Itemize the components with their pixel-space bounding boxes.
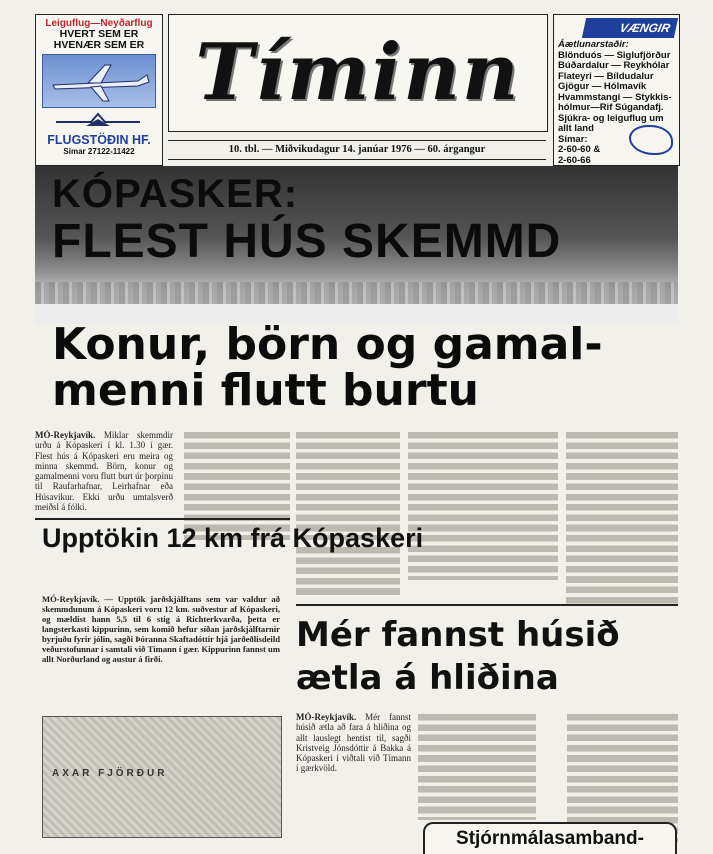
vaengir-logo: VÆNGIR (582, 18, 678, 38)
ad-right-line: allt land (558, 123, 594, 134)
article-lead: MÓ-Reykjavík. (35, 430, 96, 440)
side-story-body: MÓ-Reykjavík. — Upptök jarðskjálftans sem var valdur að skemmdunum á Kópaskeri voru 12 km. suðvestur af Kópaskeri, og mældist hann 5,5 til 6 stig á Richterkvarða, þetta er langsterkasti kippurinn, sem komið hefur síðan jarðskjálftarnir byrjuðu fyrir jólin, sagði Þóranna Skaftadóttir hjá jarðeðlisdeild veðurstofunnar í samtali við Tímann í gær. Kippurinn fannst um allt Norðurland og austur á firði. (42, 594, 280, 664)
ad-left-line2: HVERT SEM ER (59, 28, 139, 40)
dateline: 10. tbl. — Miðvikudagur 14. janúar 1976 — 60. árgangur (168, 140, 546, 160)
ad-left-line1: Leiguflug—Neyðarflug (45, 18, 153, 29)
article-column-5 (566, 430, 678, 605)
ad-left-phone: Simar 27122-11422 (63, 147, 135, 156)
ad-left-company: FLUGSTÖÐIN HF. (47, 133, 151, 147)
flugstodin-logo-icon (36, 111, 162, 133)
divider (35, 518, 290, 520)
article-column-4 (408, 430, 558, 580)
ad-right-line: Hvammstangi — Stykkis- (558, 91, 672, 103)
side-story-headline: Upptökin 12 km frá Kópaskeri (42, 523, 424, 553)
ad-right-line: Búðardalur — Reykhólar (558, 60, 670, 71)
ad-right-line: 2-60-66 (558, 154, 591, 166)
article-text: Miklar skemmdir urðu á Kópaskeri í kl. 1.30 í gær. Flest hús á Kópaskeri eru meira og minna skemmd. Börn, konur og gamalmenni voru flutt burt úr þorpinu til Raufarhafnar, Leirhafnar eða Húsavíkur. Ekki urðu umtalsverð meiðsl á fólki. (35, 430, 173, 513)
ad-right-line: hólmur—Rif Súgandafj. (558, 102, 664, 113)
ad-right-line: Blönduós — Siglufjörður (558, 49, 671, 61)
ad-right-line: Áætlunarstaðir: (558, 39, 629, 50)
ad-right-line: 2-60-60 & (558, 144, 601, 155)
ad-right-line: Sjúkra- og leiguflug um (558, 112, 664, 124)
map-label: AXAR FJÖRÐUR (52, 768, 168, 779)
masthead (168, 14, 548, 132)
headline-kicker: KÓPASKER: (52, 172, 299, 216)
newspaper-title: Tíminn (195, 27, 521, 118)
town-skyline-photo (35, 282, 678, 304)
vaengir-advertisement (553, 14, 680, 166)
ad-left-line3: HVENÆR SEM ER (53, 39, 145, 51)
second-story-column-2 (418, 712, 536, 820)
second-story-column-1 (296, 712, 411, 842)
boxed-story-headline: Stjórnmálasamband- (423, 822, 677, 854)
ad-right-line: Flateyri — Bíldudalur (558, 70, 654, 82)
article-column-1 (35, 430, 173, 516)
second-story-lead: MÓ-Reykjavík. (296, 712, 357, 722)
flugstodin-advertisement (35, 14, 163, 166)
second-story-headline: Mér fannst húsið ætla á hliðina (296, 615, 620, 698)
airplane-image (42, 54, 156, 108)
second-story-text: Mér fannst húsið ætla að fara á hliðina og allt lauslegt hentist til, sagði Kristveig Jónsdóttir á Bakka á Kópaskeri í viðtali við Tímann í gærkvöld. (296, 712, 411, 774)
ad-right-line: Símar: (558, 133, 588, 145)
divider (296, 604, 678, 606)
headline-sub: Konur, börn og gamal-menni flutt burtu (52, 319, 603, 416)
headline-main: FLEST HÚS SKEMMD (52, 215, 562, 268)
ad-right-line: Gjögur — Hólmavík (558, 81, 647, 92)
